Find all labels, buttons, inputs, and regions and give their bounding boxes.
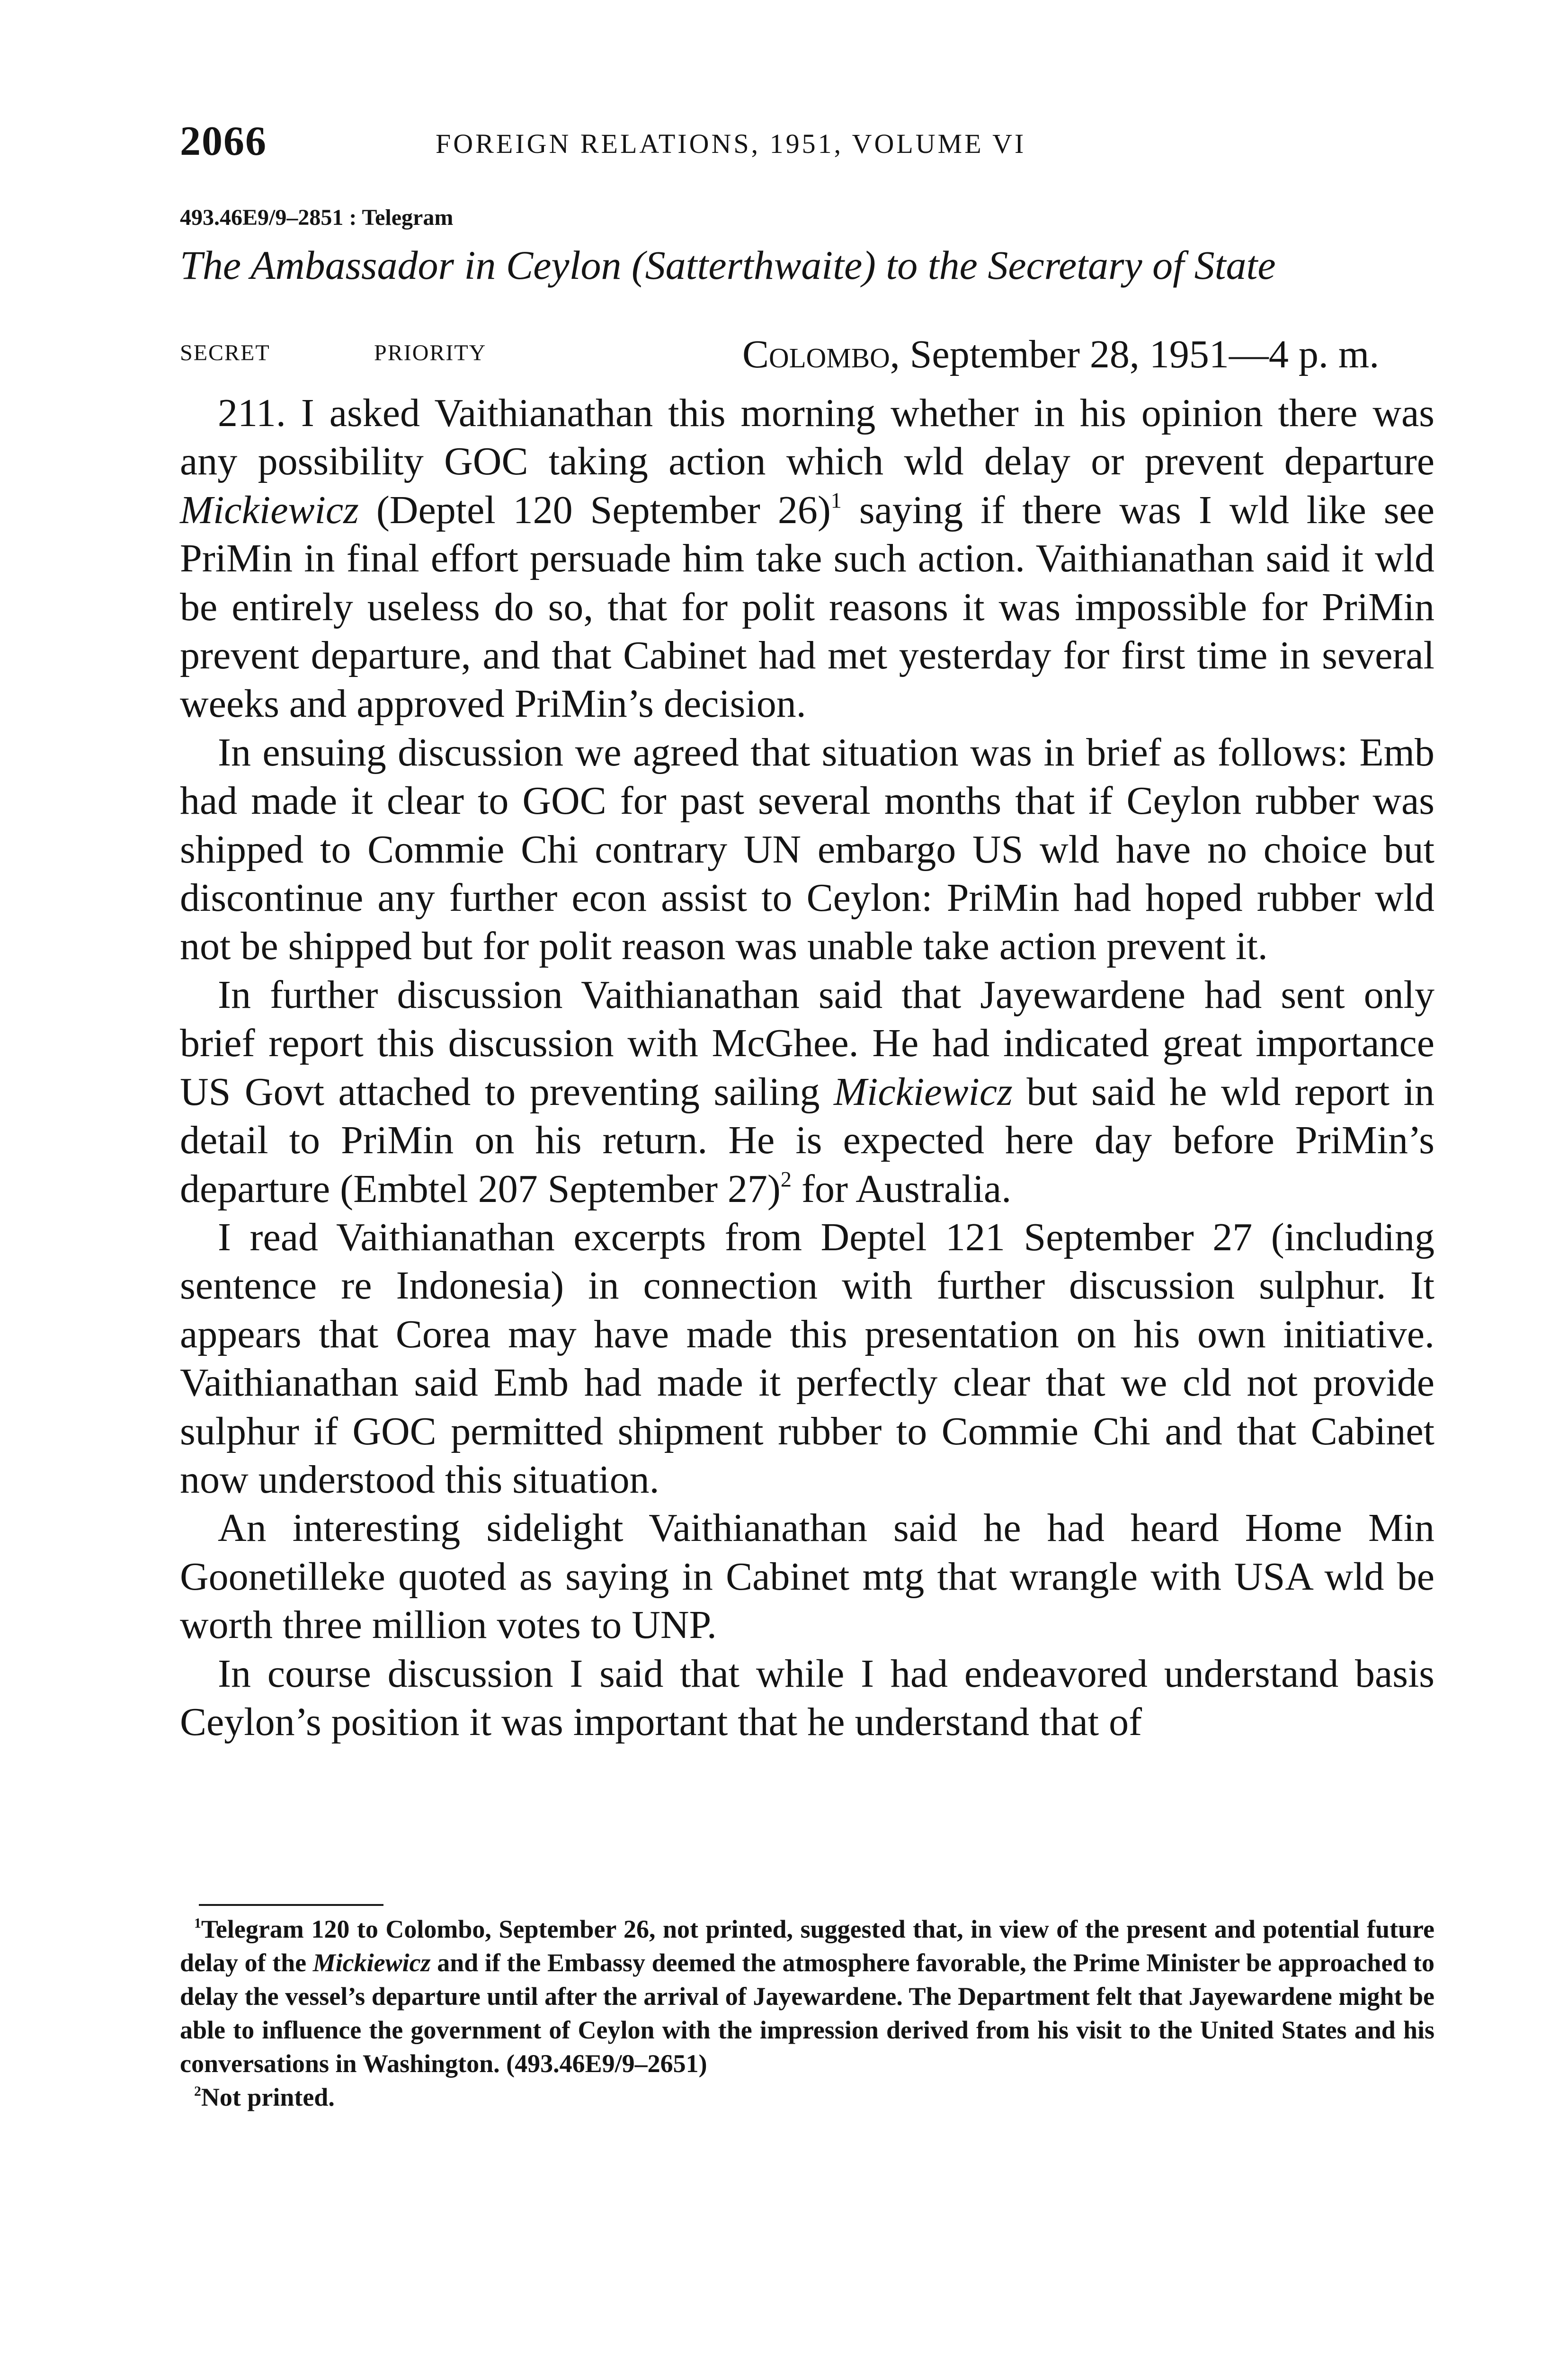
footnote-2 <box>180 2081 1434 2114</box>
page-number: 2066 <box>180 118 267 164</box>
ship-name: Mickiewicz <box>312 1949 431 1977</box>
running-head: FOREIGN RELATIONS, 1951, VOLUME VI <box>436 128 1026 159</box>
paragraph-1-text-c: saying if there was I wld like see PriMin in final effort persuade him take such action. Vaithianathan said it wld be entirely useless do so, that for polit reasons it was impossible for PriMin prevent departure, and that Cabinet had met yesterday for first time in several weeks and approved PriMin’s decision. <box>180 488 1434 726</box>
ship-name: Mickiewicz <box>180 488 359 532</box>
ship-name: Mickiewicz <box>834 1069 1013 1114</box>
dateline-date: , September 28, 1951—4 p. m. <box>890 332 1380 376</box>
footnote-2-text: Not printed. <box>201 2083 335 2111</box>
footnote-divider <box>199 1904 383 1906</box>
paragraph-5: An interesting sidelight Vaithianathan said he had heard Home Min Goonetilleke quoted as saying in Cabinet mtg that wrangle with USA wld be worth three million votes to UNP. <box>180 1506 1434 1647</box>
dateline <box>742 331 1379 377</box>
paragraph-3 <box>180 971 1434 1213</box>
paragraph-1-text-b: (Deptel 120 September 26) <box>358 488 831 532</box>
paragraph-1-text-a: 211. I asked Vaithianathan this morning whether in his opinion there was any possibility GOC taking action which wld delay or prevent departure <box>180 391 1434 484</box>
telegram-body <box>180 389 1434 1746</box>
classification-label: SECRET <box>180 340 270 365</box>
paragraph-1 <box>180 389 1434 729</box>
footnotes <box>180 1913 1434 2114</box>
file-reference: 493.46E9/9–2851 : Telegram <box>180 205 454 230</box>
footnote-ref-2: 2 <box>780 1167 792 1192</box>
footnote-1 <box>180 1913 1434 2081</box>
paragraph-3-text-a: In further discussion Vaithianathan said that Jayewardene had sent only brief report this discussion with McGhee. He had indicated great importance US Govt attached to preventing sailing <box>180 972 1434 1114</box>
precedence-label: PRIORITY <box>374 340 487 365</box>
page-header <box>180 117 1434 165</box>
footnote-1-text-b: and if the Embassy deemed the atmosphere favorable, the Prime Minister be approached to delay the vessel’s departure until after the arrival of Jayewardene. The Department felt that Jayewardene might be able to influence the government of Ceylon with the impression derived from his visit to the United States and his conversations in Washington. (493.46E9/9–2651) <box>180 1949 1435 2078</box>
document-title: The Ambassador in Ceylon (Satterthwaite) to the Secretary of State <box>180 242 1276 288</box>
paragraph-4: I read Vaithianathan excerpts from Deptel 121 September 27 (including sentence re Indonesia) in connection with further discussion sulphur. It appears that Corea may have made this presentation on his own initiative. Vaithianathan said Emb had made it perfectly clear that we cld not provide sulphur if GOC permitted shipment rubber to Commie Chi and that Cabinet now understood this situation. <box>180 1215 1434 1502</box>
footnote-number-1: 1 <box>194 1916 201 1931</box>
paragraph-3-text-c: for Australia. <box>792 1166 1012 1211</box>
footnote-number-2: 2 <box>194 2084 201 2100</box>
footnote-ref-1: 1 <box>830 488 842 513</box>
footnote-1-text-a: Telegram 120 to Colombo, September 26, not printed, suggested that, in view of the present and potential future delay of the <box>180 1915 1434 1977</box>
paragraph-3-text-b: but said he wld report in detail to PriMin on his return. He is expected here day before PriMin’s departure (Embtel 207 September 27) <box>180 1069 1434 1211</box>
paragraph-6: In course discussion I said that while I had endeavored understand basis Ceylon’s position it was important that he understand that of <box>180 1651 1434 1744</box>
dateline-place: Colombo <box>742 332 890 376</box>
paragraph-2: In ensuing discussion we agreed that situation was in brief as follows: Emb had made it clear to GOC for past several months that if Ceylon rubber was shipped to Commie Chi contrary UN embargo US wld have no choice but discontinue any further econ assist to Ceylon: PriMin had hoped rubber wld not be shipped but for polit reason was unable take action prevent it. <box>180 730 1434 969</box>
